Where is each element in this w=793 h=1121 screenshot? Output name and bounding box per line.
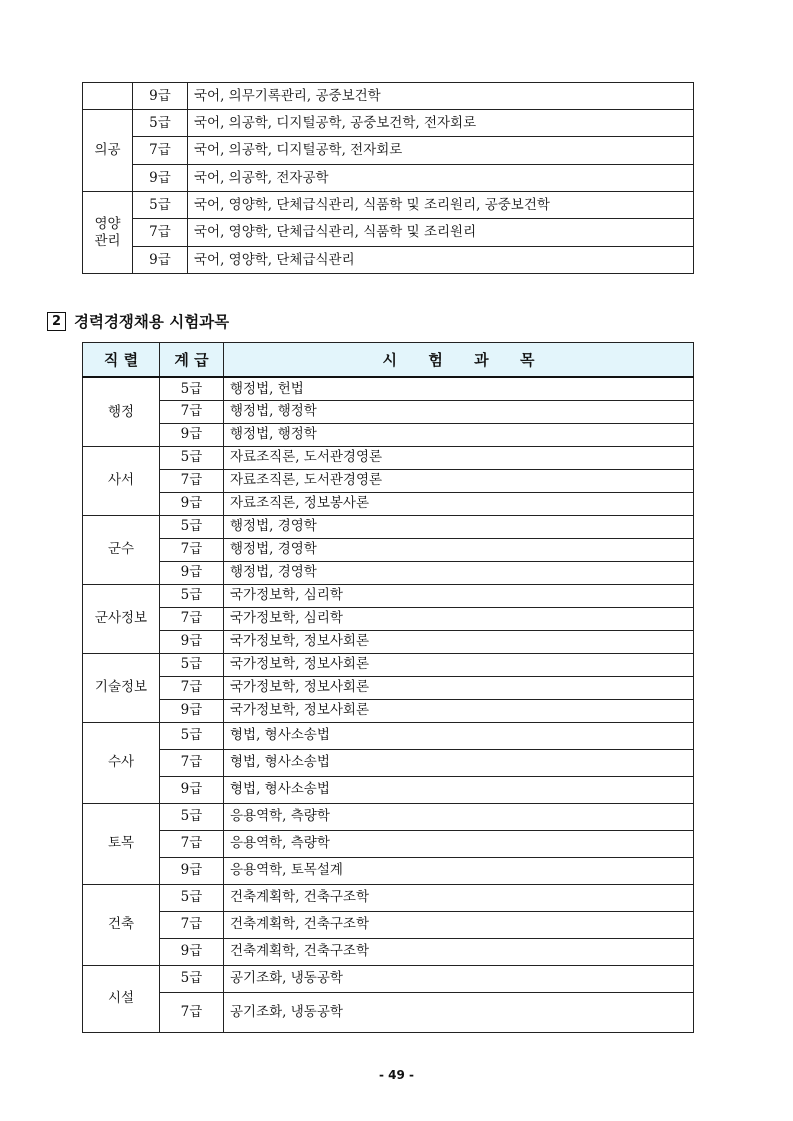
grade-cell: 9급 [160, 938, 224, 965]
table-row [83, 630, 694, 653]
table-row [83, 83, 694, 110]
table-row [83, 165, 694, 192]
subjects-cell: 건축계획학, 건축구조학 [224, 911, 694, 938]
table-row [83, 137, 694, 165]
subjects-cell: 응용역학, 측량학 [224, 803, 694, 830]
grade-cell: 5급 [160, 803, 224, 830]
table-row [83, 110, 694, 137]
subjects-cell: 자료조직론, 정보봉사론 [224, 492, 694, 515]
grade-cell: 7급 [160, 607, 224, 630]
subjects-cell: 형법, 형사소송법 [224, 776, 694, 803]
section-heading [47, 310, 229, 332]
subjects-cell: 국어, 의공학, 디지털공학, 공중보건학, 전자회로 [188, 110, 694, 137]
header-job: 직 렬 [83, 343, 160, 378]
grade-cell: 7급 [160, 992, 224, 1032]
subjects-cell: 국가정보학, 정보사회론 [224, 699, 694, 722]
table-row [83, 607, 694, 630]
table-row [83, 446, 694, 469]
table-row [83, 803, 694, 830]
subjects-cell: 행정법, 경영학 [224, 561, 694, 584]
table-row [83, 192, 694, 219]
subjects-cell: 국어, 의공학, 디지털공학, 전자회로 [188, 137, 694, 165]
subjects-cell: 건축계획학, 건축구조학 [224, 938, 694, 965]
header-grade: 계 급 [160, 343, 224, 378]
table-row [83, 515, 694, 538]
grade-cell: 7급 [160, 749, 224, 776]
subjects-cell: 형법, 형사소송법 [224, 722, 694, 749]
table-row [83, 884, 694, 911]
table-row [83, 400, 694, 423]
table-row [83, 377, 694, 400]
table-row [83, 992, 694, 1032]
table-row [83, 965, 694, 992]
grade-cell: 5급 [133, 192, 188, 219]
table-row [83, 776, 694, 803]
subjects-cell: 국가정보학, 심리학 [224, 584, 694, 607]
job-series-cell: 영양 관리 [83, 192, 133, 274]
subjects-cell: 국어, 의무기록관리, 공중보건학 [188, 83, 694, 110]
subjects-table-continued [82, 82, 694, 274]
grade-cell: 7급 [133, 137, 188, 165]
table-row [83, 699, 694, 722]
subjects-cell: 행정법, 행정학 [224, 400, 694, 423]
table-row [83, 219, 694, 247]
grade-cell: 9급 [160, 699, 224, 722]
subjects-cell: 응용역학, 토목설계 [224, 857, 694, 884]
grade-cell: 9급 [160, 492, 224, 515]
grade-cell: 9급 [160, 630, 224, 653]
career-exam-subjects-table [82, 342, 694, 1033]
section-title: 경력경쟁채용 시험과목 [74, 313, 230, 331]
subjects-cell: 국어, 영양학, 단체급식관리, 식품학 및 조리원리, 공중보건학 [188, 192, 694, 219]
subjects-cell: 형법, 형사소송법 [224, 749, 694, 776]
subjects-cell: 자료조직론, 도서관경영론 [224, 469, 694, 492]
table-row [83, 561, 694, 584]
job-series-cell: 시설 [83, 965, 160, 1032]
grade-cell: 5급 [160, 965, 224, 992]
table-row [83, 584, 694, 607]
job-series-cell: 건축 [83, 884, 160, 965]
subjects-cell: 건축계획학, 건축구조학 [224, 884, 694, 911]
table-row [83, 538, 694, 561]
table-row [83, 830, 694, 857]
grade-cell: 9급 [160, 561, 224, 584]
grade-cell: 5급 [160, 515, 224, 538]
subjects-cell: 국가정보학, 정보사회론 [224, 653, 694, 676]
table-row [83, 247, 694, 274]
subjects-cell: 행정법, 경영학 [224, 538, 694, 561]
table-row [83, 653, 694, 676]
table-row [83, 857, 694, 884]
header-subjects: 시 험 과 목 [224, 343, 694, 378]
subjects-cell: 국어, 영양학, 단체급식관리 [188, 247, 694, 274]
grade-cell: 9급 [160, 423, 224, 446]
table-row [83, 911, 694, 938]
table-row [83, 676, 694, 699]
job-series-cell: 토목 [83, 803, 160, 884]
grade-cell: 9급 [160, 776, 224, 803]
grade-cell: 5급 [160, 584, 224, 607]
job-series-cell: 수사 [83, 722, 160, 803]
grade-cell: 5급 [133, 110, 188, 137]
job-series-cell [83, 83, 133, 110]
table-row [83, 469, 694, 492]
table-row [83, 749, 694, 776]
job-series-cell: 기술정보 [83, 653, 160, 722]
table-header-row [83, 343, 694, 378]
subjects-cell: 공기조화, 냉동공학 [224, 965, 694, 992]
grade-cell: 7급 [160, 830, 224, 857]
subjects-cell: 국가정보학, 정보사회론 [224, 630, 694, 653]
table-row [83, 938, 694, 965]
subjects-cell: 응용역학, 측량학 [224, 830, 694, 857]
table-row [83, 492, 694, 515]
grade-cell: 5급 [160, 446, 224, 469]
grade-cell: 5급 [160, 377, 224, 400]
job-series-cell: 사서 [83, 446, 160, 515]
job-series-cell: 군수 [83, 515, 160, 584]
job-series-cell: 의공 [83, 110, 133, 192]
grade-cell: 5급 [160, 722, 224, 749]
subjects-cell: 국어, 영양학, 단체급식관리, 식품학 및 조리원리 [188, 219, 694, 247]
grade-cell: 7급 [133, 219, 188, 247]
grade-cell: 7급 [160, 538, 224, 561]
grade-cell: 9급 [133, 247, 188, 274]
subjects-cell: 자료조직론, 도서관경영론 [224, 446, 694, 469]
subjects-cell: 행정법, 경영학 [224, 515, 694, 538]
page-number: - 49 - [378, 1068, 414, 1082]
grade-cell: 9급 [160, 857, 224, 884]
section-number: 2 [47, 312, 66, 331]
subjects-cell: 공기조화, 냉동공학 [224, 992, 694, 1032]
subjects-cell: 행정법, 헌법 [224, 377, 694, 400]
job-series-cell: 행정 [83, 377, 160, 446]
subjects-cell: 국어, 의공학, 전자공학 [188, 165, 694, 192]
grade-cell: 7급 [160, 400, 224, 423]
job-series-cell: 군사정보 [83, 584, 160, 653]
grade-cell: 7급 [160, 911, 224, 938]
grade-cell: 9급 [133, 83, 188, 110]
subjects-cell: 국가정보학, 정보사회론 [224, 676, 694, 699]
table-row [83, 722, 694, 749]
subjects-cell: 행정법, 행정학 [224, 423, 694, 446]
grade-cell: 5급 [160, 653, 224, 676]
table-row [83, 423, 694, 446]
grade-cell: 5급 [160, 884, 224, 911]
grade-cell: 7급 [160, 469, 224, 492]
grade-cell: 9급 [133, 165, 188, 192]
grade-cell: 7급 [160, 676, 224, 699]
subjects-cell: 국가정보학, 심리학 [224, 607, 694, 630]
